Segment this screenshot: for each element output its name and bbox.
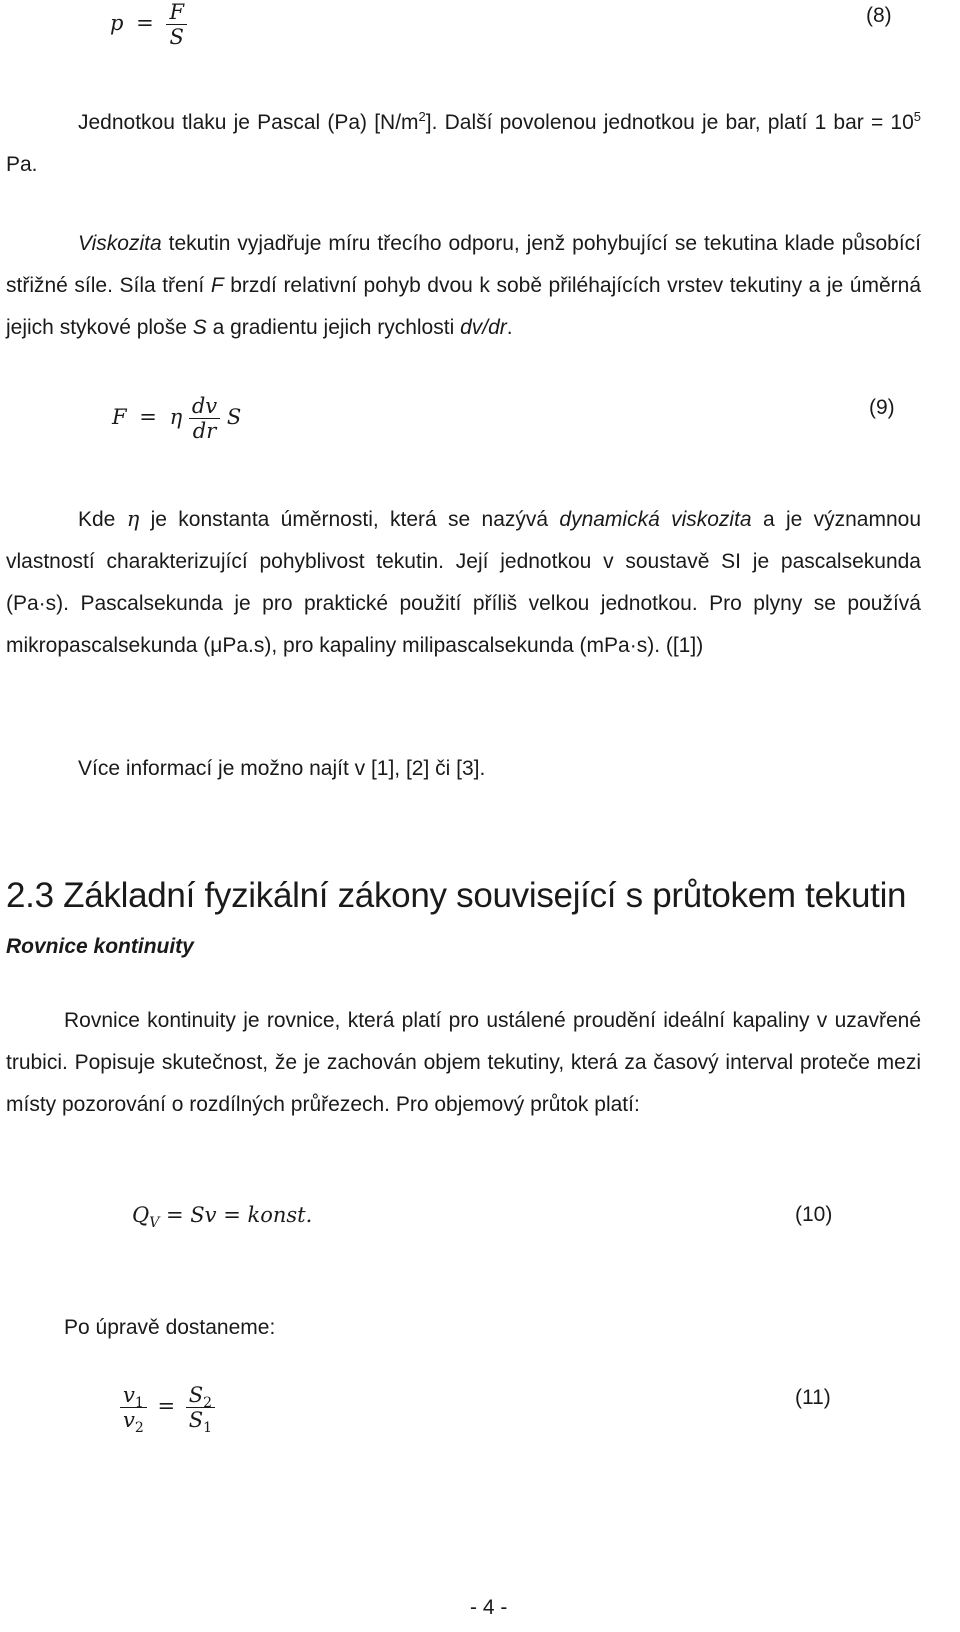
eq11-number: (11) — [795, 1386, 831, 1409]
equation-9 — [112, 394, 241, 443]
eq9-fraction — [189, 394, 220, 443]
term-dynamic-viscosity: dynamická viskozita — [559, 508, 752, 531]
eq9-numerator: dv — [191, 394, 218, 418]
eq9-lhs: F — [112, 405, 127, 430]
eq9-eta: η — [169, 405, 183, 430]
eq9-denominator: dr — [189, 418, 220, 443]
equation-11 — [120, 1383, 215, 1437]
eq10-Q: Q — [132, 1203, 150, 1227]
eq8-number: (8) — [866, 4, 892, 27]
equation-10 — [132, 1203, 313, 1232]
eq10-rest: = Sv = konst. — [159, 1203, 313, 1227]
eq10-number: (10) — [795, 1203, 833, 1226]
eq11-right-fraction: $\frac{S_2}{S_1}$ — [186, 1383, 215, 1432]
page-number: - 4 - — [470, 1596, 508, 1619]
eq9-equals: = — [139, 405, 157, 430]
eq8-numerator: F — [169, 0, 185, 24]
eq8-lhs: p — [110, 11, 124, 36]
paragraph-pressure-unit: Jednotkou tlaku je Pascal (Pa) $[N/m^2]$. Další povolenou jednotkou je bar, platí 1 bar = $10^5$ Pa. — [6, 109, 921, 176]
section-heading: 2.3 Základní fyzikální zákony související s průtokem tekutin — [6, 876, 907, 915]
eq9-tail: S — [226, 405, 242, 430]
eq8-fraction — [166, 0, 187, 49]
eq9-number: (9) — [869, 396, 895, 419]
paragraph-continuity: Rovnice kontinuity je rovnice, která platí pro ustálené proudění ideální kapaliny v uzavřené trubici. Popisuje skutečnost, že je zachován objem tekutiny, která za časový interval proteče mezi místy pozorování o rozdílných průřezech. Pro objemový průtok platí: — [6, 1009, 921, 1116]
eq10-subscript: V — [149, 1215, 160, 1232]
subheading-continuity: Rovnice kontinuity — [6, 935, 194, 958]
paragraph-more-info: Více informací je možno najít v [1], [2] či [3]. — [78, 757, 486, 780]
paragraph-viscosity: Viskozita tekutin vyjadřuje míru třecího odporu, jenž pohybující se tekutina klade působící střižné síle. Síla tření F brzdí relativní pohyb dvou k sobě přiléhajících vrstev tekutiny a je úměrná jejich stykové ploše S a gradientu jejich rychlosti dv/dr. — [6, 232, 921, 339]
eq11-equals: = — [157, 1394, 176, 1419]
equation-8 — [110, 0, 187, 49]
eq8-equals: = — [136, 11, 154, 36]
paragraph-dynamic-viscosity: Kde η je konstanta úměrnosti, která se nazývá dynamická viskozita a je významnou vlastností charakterizující pohyblivost tekutin. Její jednotkou v soustavě SI je pascalsekunda (Pa·s). Pascalsekunda je pro praktické použití příliš velkou jednotkou. Pro plyny se používá mikropascalsekunda (μPa.s), pro kapaliny milipascalsekunda (mPa·s). ([1]) — [6, 507, 922, 657]
eq8-denominator: S — [166, 24, 187, 49]
eq11-left-fraction: $\frac{v_1}{v_2}$ — [120, 1383, 147, 1432]
paragraph-after: Po úpravě dostaneme: — [64, 1316, 276, 1339]
term-viscosity: Viskozita — [78, 232, 162, 255]
